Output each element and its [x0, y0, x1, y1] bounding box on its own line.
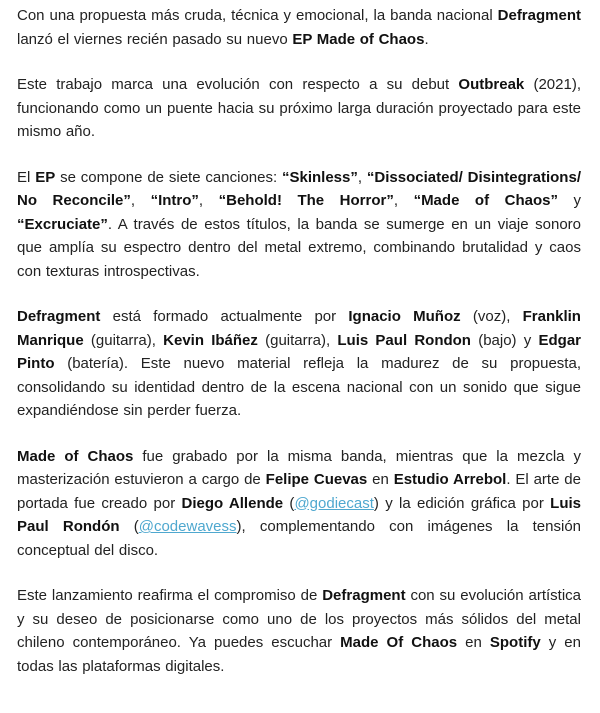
text-run: y: [557, 192, 581, 209]
text-run: en: [367, 471, 394, 488]
bold-text: Spotify: [489, 634, 541, 651]
article-body: [17, 4, 581, 700]
handle-link[interactable]: @codewavess: [138, 518, 237, 535]
text-run: (: [119, 518, 139, 535]
bold-text: Ignacio Muñoz: [348, 308, 461, 325]
text-run: (guitarra),: [257, 331, 338, 349]
text-run: fue grabado por la misma banda, mientras que la mezcla y masterización estuvieron a cargo de: [17, 447, 582, 488]
bold-text: EP Made of Chaos: [292, 30, 425, 48]
text-run: Este lanzamiento reafirma el compromiso de: [17, 587, 323, 604]
text-run: (bajo) y: [470, 331, 539, 349]
text-run: ), complementando con imágenes la tensión conceptual del disco.: [17, 518, 581, 559]
text-run: ,: [393, 192, 414, 209]
text-run: .: [424, 30, 429, 48]
text-run: (voz),: [460, 308, 523, 325]
handle-link[interactable]: @godiecast: [294, 494, 374, 512]
text-run: (2021), funcionando como un puente hacia su próximo larga duración proyectado para este mismo año.: [17, 76, 581, 140]
text-run: ) y la edición gráfica por: [373, 494, 551, 512]
bold-text: “Intro”: [150, 192, 199, 209]
bold-text: Made of Chaos: [17, 447, 134, 465]
text-run: ,: [357, 168, 367, 186]
bold-text: Luis Paul Rondon: [337, 331, 471, 349]
text-run: (: [283, 494, 295, 512]
text-run: (batería). Este nuevo material refleja la madurez de su propuesta, consolidando su identidad dentro de la escena nacional con un sonido que sigue expandiéndose sin perder fuerza.: [17, 355, 581, 419]
text-run: se compone de siete canciones:: [55, 168, 282, 186]
bold-text: Felipe Cuevas: [265, 471, 368, 488]
text-run: . A través de estos títulos, la banda se sumerge en un viaje sonoro que amplía su espectro dentro del metal extremo, combinando brutalidad y caos con texturas introspectivas.: [17, 215, 581, 280]
bold-text: EP: [35, 168, 56, 186]
paragraph-1: [17, 4, 581, 51]
text-run: Con una propuesta más cruda, técnica y emocional, la banda nacional: [17, 7, 498, 24]
text-run: está formado actualmente por: [100, 308, 349, 325]
paragraph-6: [17, 584, 581, 678]
paragraph-3: [17, 166, 581, 284]
paragraph-2: [17, 73, 581, 144]
bold-text: “Dissociated/ Disintegrations/ No Reconcile”: [17, 168, 581, 209]
text-run: lanzó el viernes recién pasado su nuevo: [17, 30, 293, 48]
bold-text: Kevin Ibáñez: [163, 331, 258, 349]
bold-text: “Made of Chaos”: [413, 192, 558, 209]
bold-text: Franklin Manrique: [17, 308, 581, 349]
bold-text: “Excruciate”: [17, 215, 108, 233]
text-run: en: [457, 634, 490, 651]
bold-text: Outbreak: [458, 76, 525, 93]
bold-text: Luis Paul Rondón: [17, 494, 581, 535]
bold-text: “Behold! The Horror”: [218, 192, 394, 209]
text-run: con su evolución artística y su deseo de posicionarse como uno de los proyectos más sólidos del metal chileno contemporáneo. Ya puedes escuchar: [17, 587, 581, 651]
bold-text: Estudio Arrebol: [393, 471, 507, 488]
paragraph-5: [17, 445, 581, 563]
paragraph-4: [17, 305, 581, 423]
bold-text: Defragment: [17, 308, 101, 325]
bold-text: Diego Allende: [181, 494, 284, 512]
bold-text: Edgar Pinto: [17, 331, 582, 372]
text-run: Este trabajo marca una evolución con respecto a su debut: [17, 76, 459, 93]
bold-text: Defragment: [497, 7, 581, 24]
bold-text: “Skinless”: [282, 168, 358, 186]
text-run: y en todas las plataformas digitales.: [17, 634, 581, 675]
bold-text: Made Of Chaos: [340, 634, 458, 651]
text-run: El: [17, 168, 36, 186]
text-run: ,: [198, 192, 219, 209]
text-run: (guitarra),: [83, 331, 164, 349]
bold-text: Defragment: [322, 587, 406, 604]
text-run: . El arte de portada fue creado por: [17, 471, 581, 512]
text-run: ,: [130, 192, 151, 209]
